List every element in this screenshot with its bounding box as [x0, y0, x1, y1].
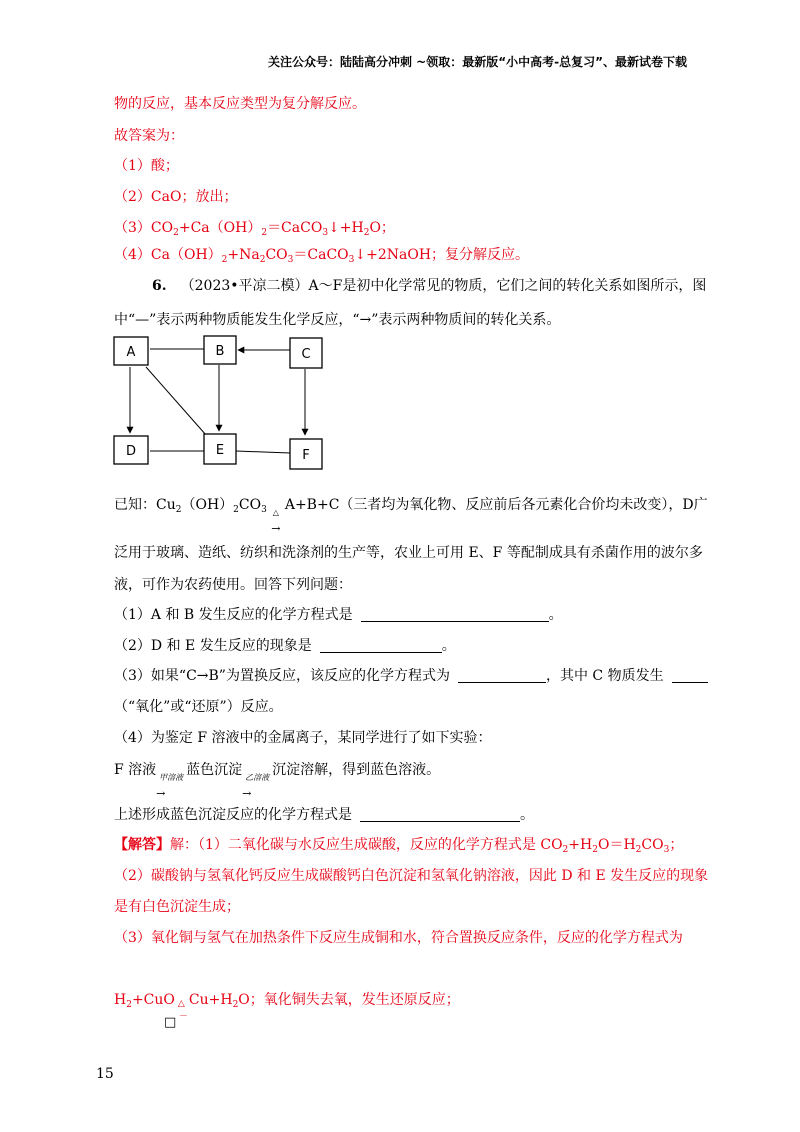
flow-arrow-2: →: [242, 787, 252, 800]
answer-line5: $H_2+CuO$ △ － $Cu+H_2O$；氧化铜失去氧，发生还原反应；: [114, 990, 460, 1010]
reagent-1-label: 甲溶液: [159, 773, 184, 782]
link-a-e: [146, 367, 206, 435]
flow-arrow-1: →: [156, 787, 166, 800]
svg-text:A: A: [126, 345, 136, 360]
node-a: [114, 337, 148, 365]
prev-answer-a3: $(3)CO_2+Ca(OH)_2=CaCO_3↓+H_2O$；: [114, 220, 395, 238]
answer-line2: （2）碳酸钠与氢氧化钙反应生成碳酸钙白色沉淀和氢氧化钠溶液，因此 D 和 E 发生反应的现象: [114, 868, 709, 884]
known-line2: 泛用于玻璃、造纸、纺织和洗涤剂的生产等，农业上可用 E、F 等配制成具有杀菌作用的波尔多: [114, 545, 703, 561]
svg-text:D: D: [125, 444, 137, 459]
sub-question-2: （2）D 和 E 发生反应的现象是 。: [114, 638, 456, 654]
prev-answer-line1: 物的反应，基本反应类型为复分解反应。: [114, 96, 366, 112]
node-e: [204, 434, 236, 464]
link-e-f: [236, 451, 290, 453]
experiment-flow: F 溶液 甲溶液 → 蓝色沉淀 乙溶液 → 沉淀溶解，得到蓝色溶液。: [114, 760, 440, 780]
answer-line3: 是有白色沉淀生成；: [114, 899, 240, 915]
page-header: 关注公众号：陆陆高分冲刺 ~领取：最新版“小中高考-总复习”、最新试卷下载: [268, 55, 687, 69]
prev-answer-line2: 故答案为：: [114, 128, 184, 144]
sub-question-3: （3）如果“C→B”为置换反应，该反应的化学方程式为 ，其中 C 物质发生: [114, 666, 708, 686]
node-f: [290, 439, 322, 469]
prev-answer-a1: （1）酸；: [114, 158, 179, 174]
node-d: [114, 436, 148, 464]
node-c: [290, 338, 322, 368]
sub-question-5: 上述形成蓝色沉淀反应的化学方程式是 。: [114, 807, 534, 823]
page-number: 15: [96, 1066, 114, 1082]
question-stem-line1: 6. （2023•平凉二模）A～F是初中化学常见的物质，它们之间的转化关系如图所示，图: [152, 278, 707, 294]
heat-symbol-2: △: [177, 999, 185, 1009]
answer-line1: 【解答】解：（1）二氧化碳与水反应生成碳酸，反应的化学方程式是 $CO_2+H_2O=H_2CO_3$；: [114, 837, 684, 855]
answer-line4: （3）氧化铜与氢气在加热条件下反应生成铜和水，符合置换反应条件，反应的化学方程式为: [114, 930, 683, 946]
equation-dash: －: [178, 1012, 188, 1022]
answer-blank-4[interactable]: [672, 668, 708, 683]
sub-question-1: （1）A 和 B 发生反应的化学方程式是 。: [114, 607, 563, 623]
node-b: [204, 336, 236, 364]
sub-question-3-line2: （“氧化”或“还原”）反应。: [114, 699, 283, 715]
answer-blank-1[interactable]: [361, 607, 549, 622]
prev-answer-a2: （2）CaO；放出；: [114, 189, 238, 205]
question-stem-line2: 中“—”表示两种物质能发生化学反应，“→”表示两种物质间的转化关系。: [114, 312, 561, 328]
svg-text:C: C: [301, 347, 311, 362]
question-number: 6.: [152, 278, 167, 294]
relation-diagram: [110, 335, 350, 475]
answer-blank-2[interactable]: [320, 638, 442, 653]
sub-question-4: （4）为鉴定 F 溶液中的金属离子，某同学进行了如下实验：: [114, 730, 492, 746]
answer-blank-3[interactable]: [458, 668, 546, 683]
heat-symbol: △: [272, 508, 279, 517]
reaction-arrow: →: [271, 522, 281, 535]
svg-text:F: F: [302, 448, 310, 463]
equation-placeholder-box: □: [164, 1015, 177, 1030]
answer-blank-5[interactable]: [360, 807, 520, 822]
prev-answer-a4: $(4)Ca(OH)_2+Na_2CO_3=CaCO_3↓+2NaOH$；复分解反应。: [114, 247, 530, 265]
answer-tag: 【解答】: [114, 837, 170, 853]
reagent-2-label: 乙溶液: [245, 773, 270, 782]
svg-text:B: B: [215, 344, 225, 359]
svg-text:E: E: [215, 443, 225, 458]
known-line1: 已知：$Cu_2(OH)_2CO_3$ △ → A+B+C（三者均为氧化物、反应前后各元素化合价均未改变），D广: [114, 495, 708, 515]
known-line3: 液，可作为农药使用。回答下列问题：: [114, 577, 352, 593]
